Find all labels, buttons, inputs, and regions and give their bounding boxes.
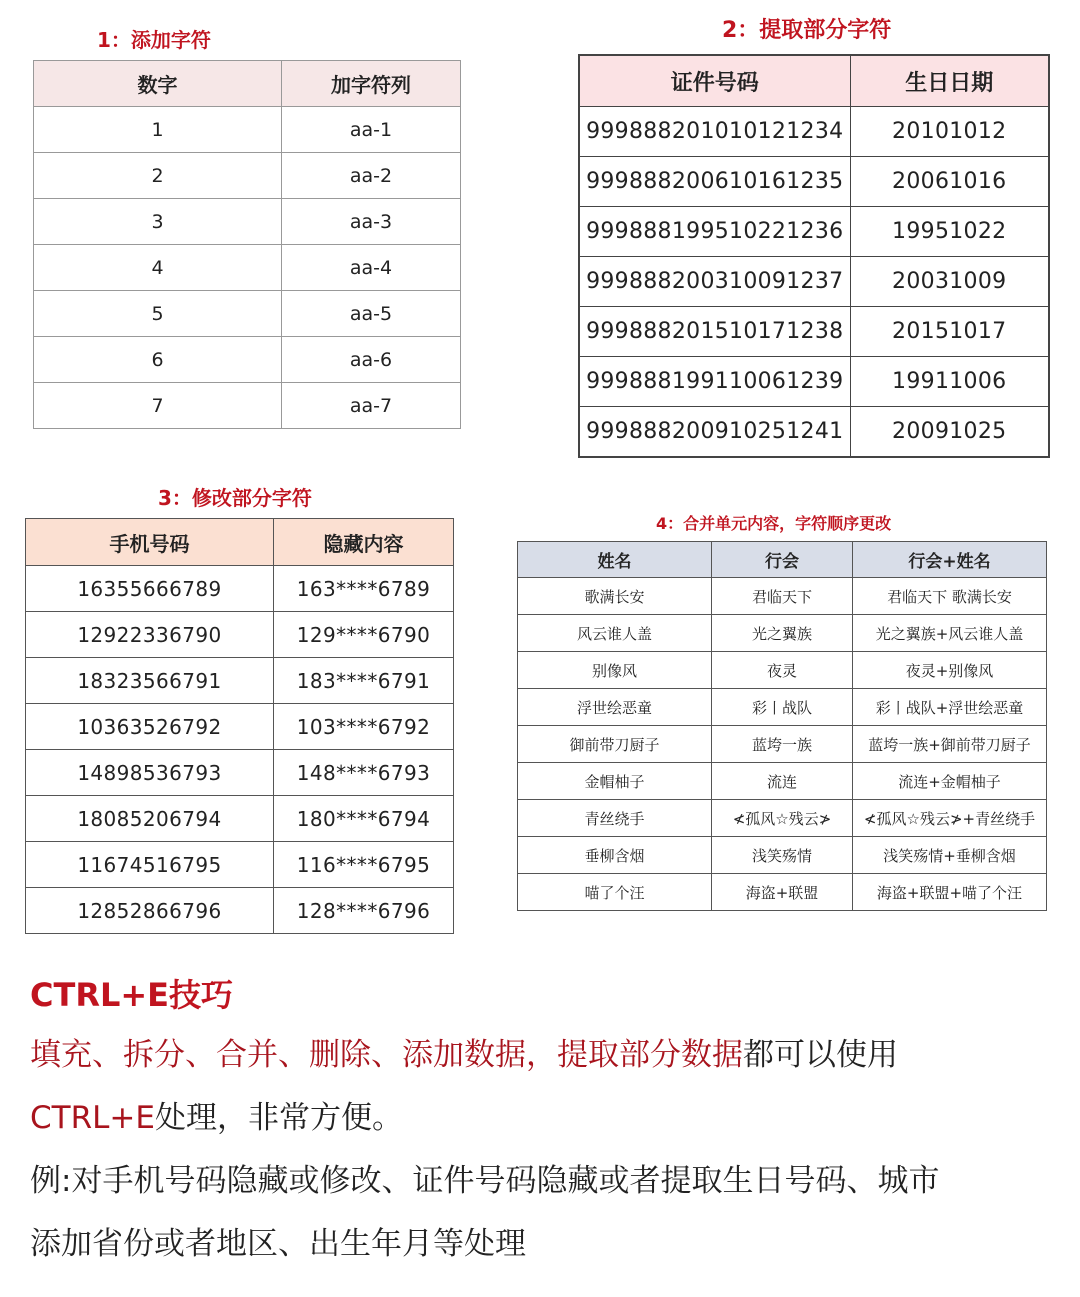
table-cell: 彩丨战队+浮世绘恶童 (853, 689, 1047, 726)
table-cell: 流连 (712, 763, 853, 800)
table-row (26, 658, 454, 704)
table-header-row (518, 542, 1047, 578)
table-row (579, 157, 1049, 207)
table-cell: 风云谁人盖 (518, 615, 712, 652)
table-cell: 999888199110061239 (579, 357, 850, 407)
table-cell: 流连+金帽柚子 (853, 763, 1047, 800)
table-row (518, 578, 1047, 615)
table-cell: 18085206794 (26, 796, 274, 842)
table-cell: 10363526792 (26, 704, 274, 750)
table-cell: 君临天下 (712, 578, 853, 615)
table-row (518, 800, 1047, 837)
column-header: 生日日期 (850, 55, 1049, 107)
column-header: 隐藏内容 (274, 519, 454, 566)
table-row (579, 307, 1049, 357)
table-row (579, 107, 1049, 157)
panel1-title: 1：添加字符 (97, 28, 211, 52)
table-row (579, 257, 1049, 307)
table-row (34, 153, 461, 199)
table-cell: 彩丨战队 (712, 689, 853, 726)
table-cell: 180****6794 (274, 796, 454, 842)
tip-line-2-rest: 处理，非常方便。 (154, 1100, 403, 1136)
tip-line-1-highlight: 填充、拆分、合并、删除、添加数据，提取部分数据 (30, 1037, 743, 1073)
table-cell: 163****6789 (274, 566, 454, 612)
table-row (518, 837, 1047, 874)
table-cell: aa-4 (282, 245, 461, 291)
table-cell: 7 (34, 383, 282, 429)
table-row (579, 407, 1049, 458)
table-cell: 129****6790 (274, 612, 454, 658)
table-cell: 蓝垮一族+御前带刀厨子 (853, 726, 1047, 763)
table-cell: 夜灵+别像风 (853, 652, 1047, 689)
table-cell: 浅笑殇情+垂柳含烟 (853, 837, 1047, 874)
table-cell: 116****6795 (274, 842, 454, 888)
table-cell: aa-3 (282, 199, 461, 245)
tip-line-1 (30, 1035, 898, 1075)
table-cell: 青丝绕手 (518, 800, 712, 837)
table-body (579, 107, 1049, 458)
table-cell: 11674516795 (26, 842, 274, 888)
table-cell: 19951022 (850, 207, 1049, 257)
table-cell: ≮孤风☆残云≯ (712, 800, 853, 837)
table-cell: 君临天下 歌满长安 (853, 578, 1047, 615)
table-cell: aa-1 (282, 107, 461, 153)
table-cell: 金帽柚子 (518, 763, 712, 800)
table-cell: 20091025 (850, 407, 1049, 458)
table-cell: 20031009 (850, 257, 1049, 307)
table-row (579, 357, 1049, 407)
table-cell: 19911006 (850, 357, 1049, 407)
table-cell: 20151017 (850, 307, 1049, 357)
table-cell: 103****6792 (274, 704, 454, 750)
table-row (34, 107, 461, 153)
table-header-row (34, 61, 461, 107)
table-cell: 2 (34, 153, 282, 199)
table-cell: aa-5 (282, 291, 461, 337)
table-cell: aa-2 (282, 153, 461, 199)
add-chars-table (33, 60, 461, 429)
table-cell: 3 (34, 199, 282, 245)
table-cell: 128****6796 (274, 888, 454, 934)
table-cell: 光之翼族+风云谁人盖 (853, 615, 1047, 652)
panel3-title: 3：修改部分字符 (158, 486, 312, 510)
table-body (518, 578, 1047, 911)
tip-line-3: 例:对手机号码隐藏或修改、证件号码隐藏或者提取生日号码、城市 (30, 1163, 940, 1199)
table-header-row (26, 519, 454, 566)
table-row (34, 337, 461, 383)
table-cell: 别像风 (518, 652, 712, 689)
table-row (518, 689, 1047, 726)
table-cell: aa-7 (282, 383, 461, 429)
column-header: 加字符列 (282, 61, 461, 107)
table-row (518, 874, 1047, 911)
table-cell: 歌满长安 (518, 578, 712, 615)
table-cell: 14898536793 (26, 750, 274, 796)
table-cell: 16355666789 (26, 566, 274, 612)
table-cell: 148****6793 (274, 750, 454, 796)
table-cell: ≮孤风☆残云≯+青丝绕手 (853, 800, 1047, 837)
table-cell: 喵了个汪 (518, 874, 712, 911)
table-row (26, 704, 454, 750)
column-header: 手机号码 (26, 519, 274, 566)
table-cell: 浮世绘恶童 (518, 689, 712, 726)
table-cell: 浅笑殇情 (712, 837, 853, 874)
table-cell: 999888201010121234 (579, 107, 850, 157)
table-body (34, 107, 461, 429)
table-row (518, 615, 1047, 652)
table-row (26, 888, 454, 934)
table-row (34, 383, 461, 429)
modify-chars-table (25, 518, 454, 934)
table-row (579, 207, 1049, 257)
table-row (34, 199, 461, 245)
tip-line-2 (30, 1098, 403, 1138)
table-cell: 12852866796 (26, 888, 274, 934)
extract-chars-table (578, 54, 1050, 458)
table-cell: 夜灵 (712, 652, 853, 689)
table-cell: 20101012 (850, 107, 1049, 157)
table-row (26, 750, 454, 796)
table-row (518, 652, 1047, 689)
table-row (26, 842, 454, 888)
table-cell: 海盗+联盟 (712, 874, 853, 911)
tip-line-2-highlight: CTRL+E (30, 1100, 155, 1136)
table-header-row (579, 55, 1049, 107)
table-cell: 20061016 (850, 157, 1049, 207)
table-cell: 999888200310091237 (579, 257, 850, 307)
column-header: 数字 (34, 61, 282, 107)
tip-heading: CTRL+E技巧 (30, 976, 234, 1014)
table-row (26, 566, 454, 612)
table-cell: 6 (34, 337, 282, 383)
tip-line-1-rest: 都可以使用 (743, 1037, 898, 1073)
table-row (26, 612, 454, 658)
table-row (26, 796, 454, 842)
table-cell: 999888199510221236 (579, 207, 850, 257)
table-cell: 蓝垮一族 (712, 726, 853, 763)
table-cell: 5 (34, 291, 282, 337)
column-header: 证件号码 (579, 55, 850, 107)
table-cell: 999888200910251241 (579, 407, 850, 458)
table-cell: 999888201510171238 (579, 307, 850, 357)
table-body (26, 566, 454, 934)
merge-cells-table (517, 541, 1047, 911)
table-cell: 御前带刀厨子 (518, 726, 712, 763)
table-cell: 海盗+联盟+喵了个汪 (853, 874, 1047, 911)
table-cell: 12922336790 (26, 612, 274, 658)
table-cell: 1 (34, 107, 282, 153)
tip-line-4: 添加省份或者地区、出生年月等处理 (30, 1226, 526, 1262)
table-row (34, 291, 461, 337)
table-cell: 垂柳含烟 (518, 837, 712, 874)
table-cell: aa-6 (282, 337, 461, 383)
table-row (518, 763, 1047, 800)
table-cell: 183****6791 (274, 658, 454, 704)
table-cell: 18323566791 (26, 658, 274, 704)
column-header: 行会 (712, 542, 853, 578)
table-row (518, 726, 1047, 763)
column-header: 行会+姓名 (853, 542, 1047, 578)
panel2-title: 2：提取部分字符 (722, 18, 892, 43)
table-cell: 4 (34, 245, 282, 291)
column-header: 姓名 (518, 542, 712, 578)
table-cell: 光之翼族 (712, 615, 853, 652)
table-row (34, 245, 461, 291)
panel4-title: 4：合并单元内容，字符顺序更改 (656, 514, 892, 533)
table-cell: 999888200610161235 (579, 157, 850, 207)
